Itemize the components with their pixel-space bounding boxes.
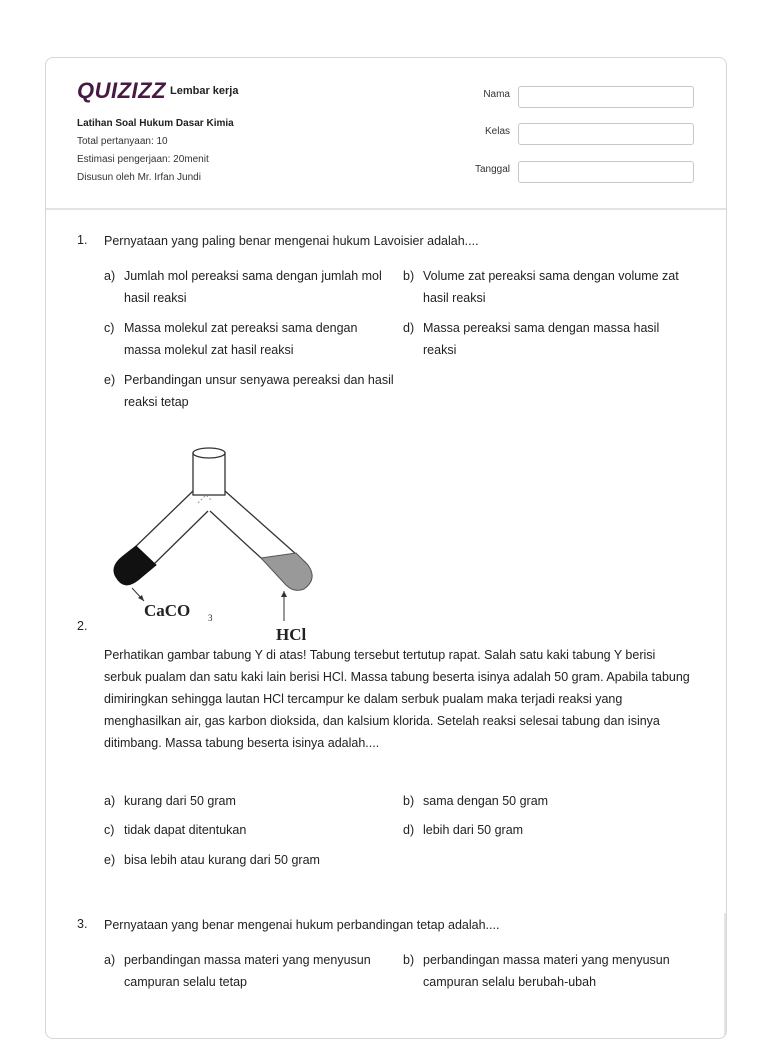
logo-subtitle: Lembar kerja <box>170 85 239 97</box>
question-2-option-d: d) lebih dari 50 gram <box>403 823 524 837</box>
question-2-option-a: a) kurang dari 50 gram <box>104 794 236 808</box>
quizizz-logo: QUIZIZZ <box>77 78 167 103</box>
hcl-label: HCl <box>276 625 307 643</box>
worksheet-title: Latihan Soal Hukum Dasar Kimia <box>77 118 234 129</box>
question-2-option-e: e) bisa lebih atau kurang dari 50 gram <box>104 853 320 867</box>
caco3-subscript: 3 <box>208 613 213 623</box>
tube-neck <box>193 453 225 495</box>
question-1-option-c: c) Massa molekul zat pereaksi sama dengan massa molekul zat hasil reaksi <box>104 321 358 357</box>
class-field[interactable] <box>518 123 694 145</box>
total-questions: Total pertanyaan: 10 <box>77 136 168 147</box>
tube-neck-top <box>193 448 225 458</box>
date-label: Tanggal <box>474 164 510 175</box>
estimate-time: Estimasi pengerjaan: 20menit <box>77 154 209 165</box>
question-2-option-b: b) sama dengan 50 gram <box>403 794 549 808</box>
question-2-text: Perhatikan gambar tabung Y di atas! Tabung tersebut tertutup rapat. Salah satu kaki tabung Y berisi serbuk pualam dan satu kaki lain berisi HCl. Massa tabung beserta isinya adalah 50 gram. Apabila tabung dimiringkan sehingga lautan HCl tercampur ke dalam serbuk pualam maka terjadi reaksi yang menghasilkan air, gas karbon dioksida, dan kalsium klorida. Setelah reaksi selesai tabung dan isinya ditimbang. Massa tabung beserta isinya adalah.... <box>104 648 690 750</box>
question-2-option-c: c) tidak dapat ditentukan <box>104 823 247 837</box>
caco3-label: CaCO <box>144 601 191 620</box>
question-1-option-a: a) Jumlah mol pereaksi sama dengan jumlah mol hasil reaksi <box>104 269 382 305</box>
question-1-text: Pernyataan yang paling benar mengenai hukum Lavoisier adalah.... <box>104 234 479 248</box>
date-field[interactable] <box>518 161 694 183</box>
question-1-option-e: e) Perbandingan unsur senyawa pereaksi dan hasil reaksi tetap <box>104 373 394 409</box>
question-3-number: 3. <box>77 917 88 931</box>
question-1-option-d: d) Massa pereaksi sama dengan massa hasil reaksi <box>403 321 660 357</box>
caco3-powder <box>114 546 156 585</box>
left-arm-inner <box>151 511 208 567</box>
question-2-number: 2. <box>77 619 88 633</box>
hcl-liquid <box>261 553 312 590</box>
question-3-text: Pernyataan yang benar mengenai hukum perbandingan tetap adalah.... <box>104 918 500 932</box>
question-3-option-a: a) perbandingan massa materi yang menyusun campuran selalu tetap <box>104 953 371 989</box>
left-arm-outer <box>129 491 193 553</box>
worksheet-header <box>46 58 726 210</box>
right-arm-outer <box>225 491 306 563</box>
name-label: Nama <box>483 89 510 100</box>
right-edge-rule <box>724 913 726 1038</box>
author: Disusun oleh Mr. Irfan Jundi <box>77 172 201 183</box>
question-1-option-b: b) Volume zat pereaksi sama dengan volume zat hasil reaksi <box>403 269 679 305</box>
question-1-number: 1. <box>77 233 88 247</box>
question-3-option-b: b) perbandingan massa materi yang menyusun campuran selalu berubah-ubah <box>403 953 670 989</box>
name-field[interactable] <box>518 86 694 108</box>
y-tube-figure <box>106 443 346 643</box>
worksheet-card <box>45 57 727 1039</box>
class-label: Kelas <box>484 126 510 137</box>
